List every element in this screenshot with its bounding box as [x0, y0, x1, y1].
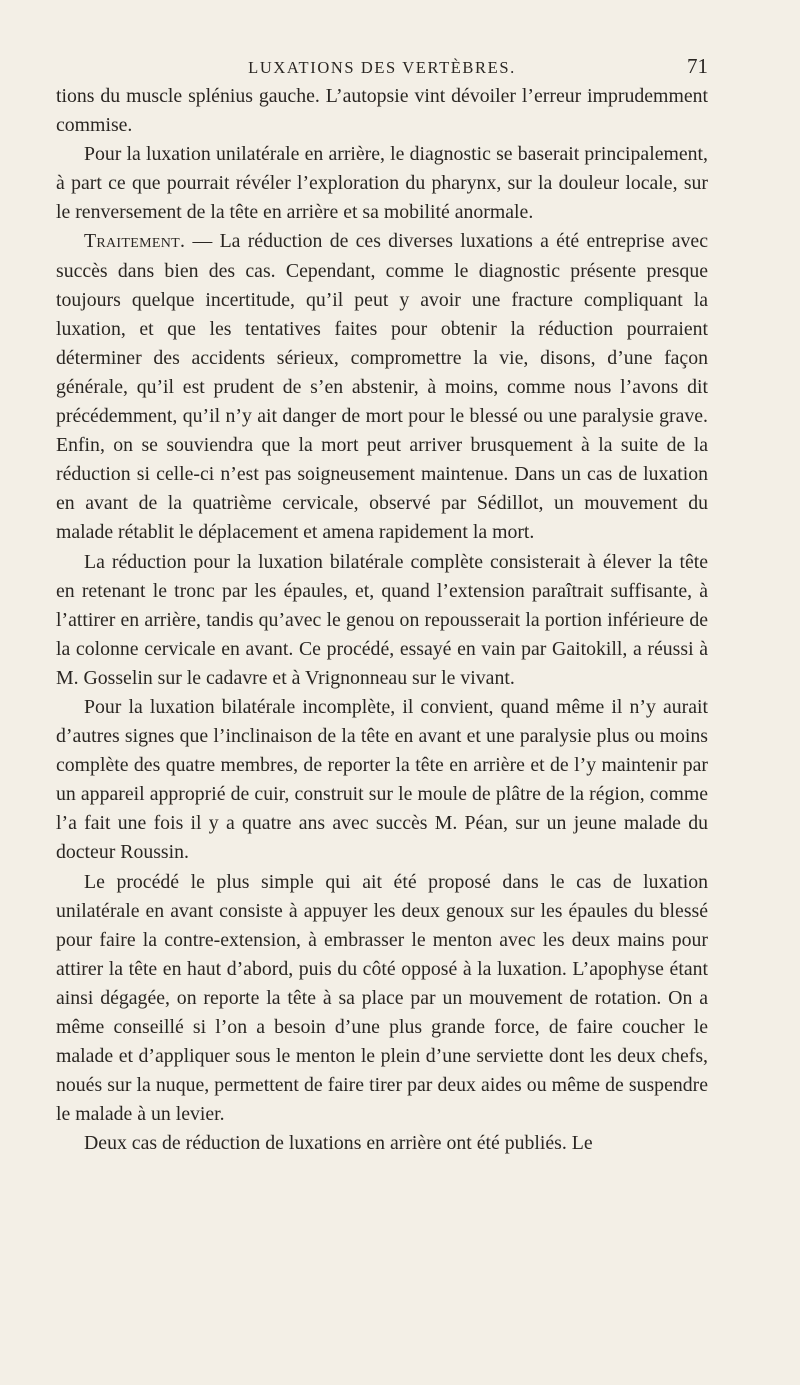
paragraph-text: Pour la luxation unilatérale en arrière, le diagnostic se baserait principalement, à part ce que pourrait révéler l’exploration du pharynx, sur la douleur locale, sur le renversement de la tête en arrière et sa mobilité anormale.: [56, 143, 708, 224]
paragraph-diagnostic: [56, 140, 708, 227]
paragraph-procede-simple: [56, 868, 708, 1130]
paragraph-bilaterale-complete: [56, 548, 708, 693]
paragraph-deux-cas: [56, 1129, 708, 1158]
paragraph-bilaterale-incomplete: [56, 693, 708, 868]
paragraph-traitement: [56, 227, 708, 547]
paragraph-text: — La réduction de ces diverses luxations a été entreprise avec succès dans bien des cas. Cependant, comme le diagnostic présente presque toujours quelque incertitude, qu’il peut y avoir une fracture compliquant la luxation, et que les tentatives faites pour obtenir la réduction pourraient déterminer des accidents sérieux, compromettre la vie, disons, d’une façon générale, qu’il est prudent de s’en abstenir, à moins, comme nous l’avons dit précédemment, qu’il n’y ait danger de mort pour le blessé ou une paralysie grave. Enfin, on se souviendra que la mort peut arriver brusquement à la suite de la réduction si celle-ci n’est pas soigneusement maintenue. Dans un cas de luxation en avant de la quatrième cervicale, observé par Sédillot, un mouvement du malade rétablit le déplacement et amena rapidement la mort.: [56, 230, 708, 544]
body-text: [56, 82, 708, 1158]
paragraph-text: La réduction pour la luxation bilatérale complète consisterait à élever la tête en retenant le tronc par les épaules, et, quand l’extension paraîtrait suffisante, à l’attirer en arrière, tandis qu’avec le genou on repousserait la portion inférieure de la colonne cervicale en avant. Ce procédé, essayé en vain par Gaitokill, a réussi à M. Gosselin sur le cadavre et à Vrignonneau sur le vivant.: [56, 550, 708, 689]
paragraph-text: tions du muscle splénius gauche. L’autopsie vint dévoiler l’erreur imprudemment commise.: [56, 85, 708, 137]
running-title: LUXATIONS DES VERTÈBRES.: [248, 58, 516, 77]
section-lead: Traitement.: [84, 230, 186, 253]
paragraph-continuation: [56, 82, 708, 140]
page-number: 71: [687, 54, 708, 78]
paragraph-text: Le procédé le plus simple qui ait été proposé dans le cas de luxation unilatérale en avant consiste à appuyer les deux genoux sur les épaules du blessé pour faire la contre-extension, à embrasser le menton avec les deux mains pour attirer la tête en haut d’abord, puis du côté opposé à la luxation. L’apophyse étant ainsi dégagée, on reporte la tête à sa place par un mouvement de rotation. On a même conseillé si l’on a besoin d’une plus grande force, de faire coucher le malade et d’appliquer sous le menton le plein d’une serviette dont les deux chefs, noués sur la nuque, permettent de faire tirer par deux aides ou même de suspendre le malade à un levier.: [56, 870, 708, 1126]
paragraph-text: Pour la luxation bilatérale incomplète, il convient, quand même il n’y aurait d’autres signes que l’inclinaison de la tête en avant et une paralysie plus ou moins complète des quatre membres, de reporter la tête en arrière et de l’y maintenir par un appareil approprié de cuir, construit sur le moule de plâtre de la région, comme l’a fait une fois il y a quatre ans avec succès M. Péan, sur un jeune malade du docteur Roussin.: [56, 695, 708, 864]
paragraph-text: Deux cas de réduction de luxations en arrière ont été publiés. Le: [84, 1132, 593, 1155]
